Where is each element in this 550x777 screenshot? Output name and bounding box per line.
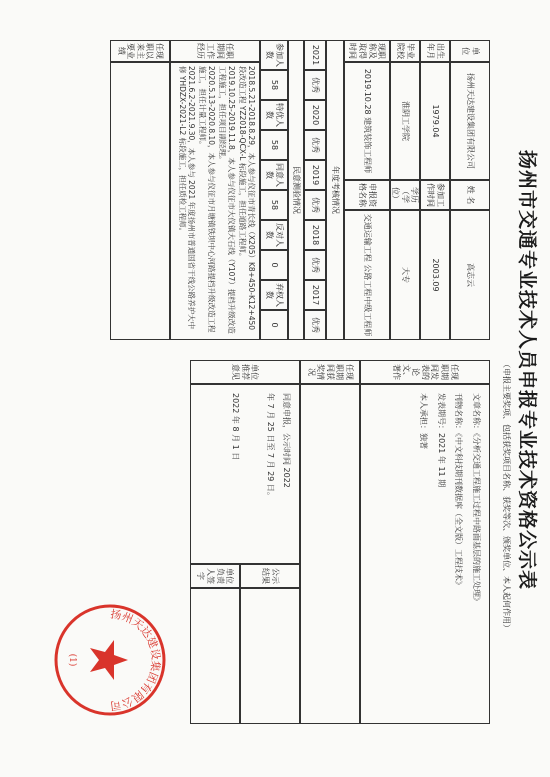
unit-head-area — [190, 588, 240, 724]
evaluation-header: 民意测验情况 — [288, 40, 304, 340]
value-name: 高志云 — [450, 210, 490, 340]
value-work-start: 2003.09 — [420, 210, 450, 340]
paper-journal-line: 刊物名称：《中文科技期刊数据库（全文版）工程技术》 — [454, 393, 464, 589]
awards-instructions: （申报主要奖项、包括获奖项目名称、获奖等次、颁奖单位、本人起何作用） — [502, 360, 511, 632]
annual-eval-header: 年度考核情况 — [326, 40, 344, 340]
awards-area — [300, 384, 360, 724]
label-education: 学历（学位） — [390, 180, 420, 210]
value-agree: 58 — [260, 190, 288, 220]
annual-year: 2021 — [304, 40, 326, 70]
experience-item: 2019.10.25-2019.11.8，本人参与仪征市大仪镇大石线（Y107）提档升级改造工程施工，担任项目副经理。 — [218, 66, 236, 334]
label-main-perf: 任现职以来主要业绩 — [110, 40, 170, 62]
value-participants: 58 — [260, 70, 288, 100]
annual-grade: 优秀 — [304, 190, 326, 220]
label-publicity: 公示结果 — [240, 564, 300, 588]
label-birth: 出生年月 — [420, 40, 450, 62]
label-current-title: 现职称及取得时间 — [344, 40, 390, 62]
value-current-title: 2019.10.28 建筑装饰工程师 — [344, 62, 390, 180]
annual-grade: 优秀 — [304, 70, 326, 100]
annual-grade: 优秀 — [304, 250, 326, 280]
label-name: 姓 名 — [450, 180, 490, 210]
annual-year: 2018 — [304, 220, 326, 250]
publicity-area — [240, 588, 300, 724]
label-unit-opinion: 单位推荐意见 — [190, 360, 300, 384]
label-agree: 同意人数 — [260, 160, 288, 190]
experience-item: 2018.5.21-2018.8.29，本人参与仪征市青长线（X205）K8+450-K12+450 段改造工程 YZ2018-QCX-L 标段施工，担任道路工程师。 — [238, 66, 256, 331]
value-apply-title: 交通运输工程 公路工程中级工程师 — [344, 210, 390, 340]
label-job-exp: 任职期间工作经历 — [170, 40, 260, 62]
label-apply-title: 申报资格名称 — [344, 180, 390, 210]
value-birth: 1979.04 — [420, 62, 450, 180]
experience-item: 2020.5.13-2020.8.10，本人参与仪征市月塘镇铁坝中心河路提档升级改造工程施工，担任计量工程师。 — [198, 66, 216, 333]
paper-title-line: 文章名称：《分析交通工程施工过程中路面基层的施工处理》 — [472, 393, 481, 605]
label-school: 毕业院校 — [390, 40, 420, 62]
paper-role-line: 本人承担：独著 — [419, 393, 429, 449]
annual-year: 2019 — [304, 160, 326, 190]
opinion-line: 年 7 月 25 日至 7 月 29 日。 — [266, 393, 276, 500]
unit-opinion-block — [190, 384, 300, 564]
papers-block — [360, 384, 490, 724]
paper-issue-line: 发表期号：2021 年 11 期 — [436, 393, 446, 488]
label-awards: 任现职期间获奖情况 — [300, 360, 360, 384]
value-oppose: 0 — [260, 250, 288, 280]
value-education: 大专 — [390, 210, 420, 340]
value-unit: 扬州天达建设集团有限公司 — [450, 62, 490, 180]
value-school: 淮阴工学院 — [390, 62, 420, 180]
seal-code: (1) — [67, 653, 77, 667]
label-unit: 单 位 — [450, 40, 490, 62]
annual-year: 2017 — [304, 280, 326, 310]
annual-grade: 优秀 — [304, 130, 326, 160]
label-work-start: 参加工作时间 — [420, 180, 450, 210]
main-perf-area — [110, 62, 170, 340]
label-participants: 参加人数 — [260, 40, 288, 70]
value-excellent: 58 — [260, 130, 288, 160]
label-unit-head: 单位负责人签字 — [190, 564, 240, 588]
seal-text: 扬州天达建设集团有限公司 — [109, 607, 163, 713]
annual-year: 2020 — [304, 100, 326, 130]
page-title: 扬州市交通专业技术人员申报专业技术资格公示表 — [516, 149, 538, 590]
company-seal — [50, 600, 170, 720]
opinion-date: 2022 年 8 月 1 日 — [230, 393, 240, 461]
label-papers: 任现职期间发表的论文、著作 — [360, 360, 490, 384]
job-experience-list — [170, 62, 260, 340]
label-oppose: 反对人数 — [260, 220, 288, 250]
experience-item: 2021.6.2-2021.9.30，本人参与 2021 年度扬州市普通国省干线公路养护大中修 YHDZX-2021-L2 标段施工，担任质检工程师。 — [178, 66, 196, 330]
opinion-line: 同意申报，公示时间 2022 — [282, 393, 291, 488]
annual-grade: 优秀 — [304, 310, 326, 340]
label-abstain: 弃权人数 — [260, 280, 288, 310]
label-excellent: 特优人数 — [260, 100, 288, 130]
value-abstain: 0 — [260, 310, 288, 340]
